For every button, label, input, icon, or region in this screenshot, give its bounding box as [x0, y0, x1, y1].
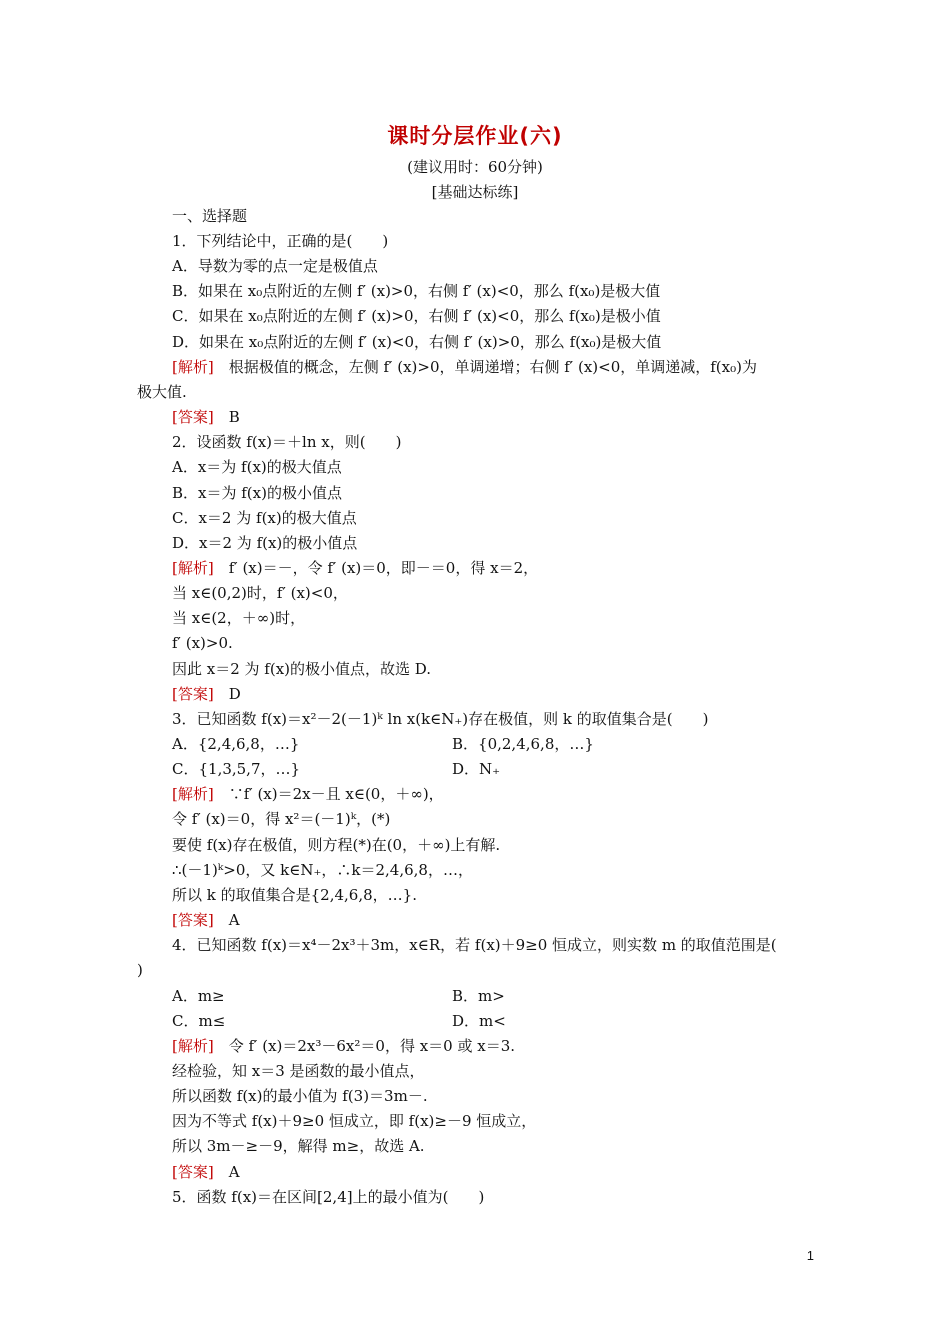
- text-line: [172, 1162, 240, 1182]
- option-right-column: D．N₊: [452, 760, 501, 778]
- text-line: [172, 306, 661, 326]
- line-text: 1．下列结论中，正确的是( ): [172, 232, 389, 250]
- text-line: [172, 1111, 536, 1131]
- text-line: [172, 1011, 225, 1031]
- text-line: [172, 558, 538, 578]
- analysis-label: [解析]: [172, 1037, 214, 1055]
- option-right-column: B．{0,2,4,6,8，…}: [452, 735, 594, 753]
- text-line: [172, 734, 299, 754]
- line-text: B: [213, 408, 240, 426]
- text-line: [172, 608, 305, 628]
- line-text: ): [137, 961, 143, 979]
- text-line: [172, 407, 240, 427]
- line-text: A: [213, 911, 240, 929]
- text-line: [172, 684, 241, 704]
- line-text: D．如果在 x₀点附近的左侧 f′ (x)<0，右侧 f′ (x)>0，那么 f(x₀)是极大值: [172, 333, 662, 351]
- line-text: 令 f′ (x)＝0，得 x²＝(－1)ᵏ，(*): [172, 810, 391, 828]
- line-text: ∴(－1)ᵏ>0，又 k∈N₊，∴k＝2,4,6,8，…，: [172, 861, 473, 879]
- line-text: C．如果在 x₀点附近的左侧 f′ (x)>0，右侧 f′ (x)<0，那么 f(x₀)是极小值: [172, 307, 661, 325]
- text-line: [172, 885, 417, 905]
- text-line: [172, 633, 233, 653]
- line-text: A．m≥: [172, 987, 225, 1005]
- page-title: 课时分层作业(六): [387, 124, 563, 148]
- text-line: [172, 508, 357, 528]
- line-text: f′ (x)>0.: [172, 634, 233, 652]
- text-line: [172, 256, 378, 276]
- text-line: [172, 709, 709, 729]
- text-line: [172, 281, 660, 301]
- line-text: 因此 x＝2 为 f(x)的极小值点，故选 D.: [172, 660, 432, 678]
- answer-label: [答案]: [172, 685, 214, 703]
- line-text: A．{2,4,6,8，…}: [172, 735, 300, 753]
- line-text: 所以函数 f(x)的最小值为 f(3)＝3m－.: [172, 1087, 428, 1105]
- text-line: [172, 1036, 515, 1056]
- answer-label: [答案]: [172, 408, 214, 426]
- text-line: [172, 1187, 484, 1207]
- text-line: [172, 835, 500, 855]
- text-line: [172, 986, 225, 1006]
- line-text: B．x＝为 f(x)的极小值点: [172, 484, 342, 502]
- text-line: [137, 382, 187, 402]
- text-line: [172, 759, 300, 779]
- text-line: [172, 432, 401, 452]
- text-line: [172, 1136, 425, 1156]
- text-line: [172, 483, 342, 503]
- text-line: [137, 960, 143, 980]
- line-text: A: [213, 1163, 240, 1181]
- text-line: [172, 935, 777, 955]
- line-text: A．x＝为 f(x)的极大值点: [172, 458, 342, 476]
- text-line: [172, 860, 473, 880]
- option-right-column: B．m>: [452, 987, 505, 1005]
- text-line: [172, 457, 342, 477]
- line-text: C．{1,3,5,7，…}: [172, 760, 301, 778]
- answer-label: [答案]: [172, 1163, 214, 1181]
- line-text: C．m≤: [172, 1012, 226, 1030]
- text-line: [172, 533, 357, 553]
- text-line: [172, 1061, 425, 1081]
- section-heading: [基础达标练]: [431, 183, 519, 201]
- text-line: [172, 332, 661, 352]
- text-line: [172, 659, 431, 679]
- part-heading: 一、选择题: [172, 207, 248, 225]
- line-text: D．x＝2 为 f(x)的极小值点: [172, 534, 358, 552]
- line-text: ∵f′ (x)＝2x－且 x∈(0，＋∞)，: [213, 785, 444, 803]
- line-text: B．如果在 x₀点附近的左侧 f′ (x)>0，右侧 f′ (x)<0，那么 f(x₀)是极大值: [172, 282, 661, 300]
- page-number: 1: [806, 1248, 814, 1263]
- analysis-label: [解析]: [172, 559, 214, 577]
- text-line: [172, 231, 388, 251]
- line-text: 令 f′ (x)＝2x³－6x²＝0，得 x＝0 或 x＝3.: [213, 1037, 516, 1055]
- line-text: 要使 f(x)存在极值，则方程(*)在(0，＋∞)上有解.: [172, 836, 501, 854]
- text-line: [172, 809, 390, 829]
- time-suggestion: (建议用时：60分钟): [407, 158, 543, 176]
- text-line: [172, 583, 348, 603]
- analysis-label: [解析]: [172, 785, 214, 803]
- line-text: f′ (x)＝－，令 f′ (x)＝0，即－＝0，得 x＝2，: [213, 559, 539, 577]
- option-right-column: D．m<: [452, 1012, 506, 1030]
- line-text: 根据极值的概念，左侧 f′ (x)>0，单调递增；右侧 f′ (x)<0，单调递减，f(x₀)为: [213, 358, 757, 376]
- text-line: [172, 357, 757, 377]
- text-line: [172, 910, 240, 930]
- answer-label: [答案]: [172, 911, 214, 929]
- line-text: 2．设函数 f(x)＝＋ln x，则( ): [172, 433, 402, 451]
- line-text: A．导数为零的点一定是极值点: [172, 257, 378, 275]
- analysis-label: [解析]: [172, 358, 214, 376]
- line-text: 当 x∈(2，＋∞)时，: [172, 609, 306, 627]
- line-text: 经检验，知 x＝3 是函数的最小值点，: [172, 1062, 425, 1080]
- line-text: 所以 k 的取值集合是{2,4,6,8，…}.: [172, 886, 417, 904]
- line-text: 5．函数 f(x)＝在区间[2,4]上的最小值为( ): [172, 1188, 485, 1206]
- line-text: 所以 3m－≥－9，解得 m≥，故选 A.: [172, 1137, 425, 1155]
- line-text: 极大值.: [137, 383, 187, 401]
- line-text: C．x＝2 为 f(x)的极大值点: [172, 509, 357, 527]
- line-text: 当 x∈(0,2)时，f′ (x)<0，: [172, 584, 348, 602]
- line-text: D: [213, 685, 241, 703]
- text-line: [172, 784, 444, 804]
- text-line: [172, 1086, 428, 1106]
- line-text: 因为不等式 f(x)＋9≥0 恒成立，即 f(x)≥－9 恒成立，: [172, 1112, 537, 1130]
- line-text: 4．已知函数 f(x)＝x⁴－2x³＋3m，x∈R，若 f(x)＋9≥0 恒成立，则实数 m 的取值范围是(: [172, 936, 777, 954]
- line-text: 3．已知函数 f(x)＝x²－2(－1)ᵏ ln x(k∈N₊)存在极值，则 k 的取值集合是( ): [172, 710, 709, 728]
